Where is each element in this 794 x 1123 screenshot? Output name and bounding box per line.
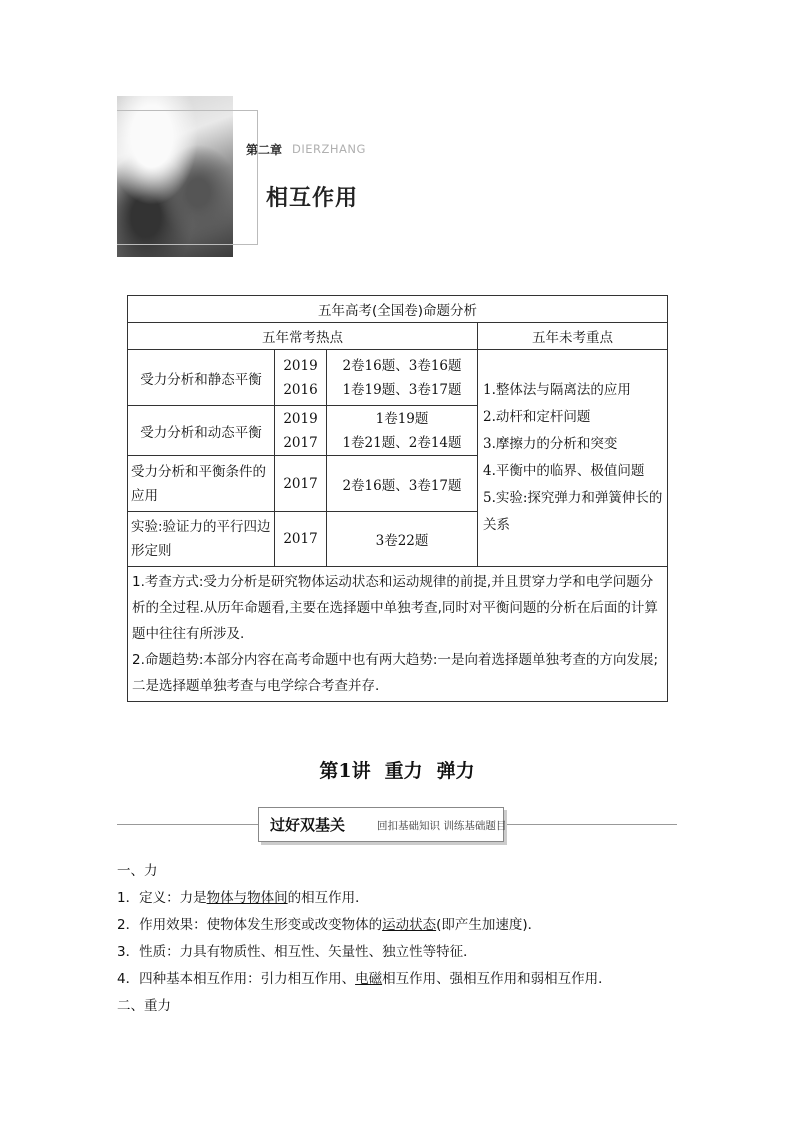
- analysis-notes: [128, 567, 668, 702]
- table-row-years: 2017: [275, 456, 327, 512]
- table-row-years: 2017: [275, 512, 327, 567]
- lecture-content: [117, 858, 677, 1020]
- list-item-interactions: 4．四种基本相互作用：引力相互作用、电磁相互作用、强相互作用和弱相互作用．: [117, 971, 612, 987]
- hot-topics-header: 五年常考热点: [128, 323, 478, 350]
- table-row-topic: 实验:验证力的平行四边形定则: [128, 512, 275, 567]
- untested-focus-header: 五年未考重点: [478, 323, 668, 350]
- table-row-topic: 受力分析和静态平衡: [128, 350, 275, 406]
- exam-analysis-table: [127, 295, 668, 702]
- table-row-years: 2019 2016: [275, 350, 327, 406]
- section-banner-title: 过好双基关: [270, 816, 346, 834]
- table-row-papers: 2卷16题、3卷16题 1卷19题、3卷17题: [327, 350, 478, 406]
- table-row-papers: 3卷22题: [327, 512, 478, 567]
- chapter-title: 相互作用: [266, 186, 359, 211]
- table-row-topic: 受力分析和平衡条件的应用: [128, 456, 275, 512]
- note-exam-method: 1.考查方式:受力分析是研究物体运动状态和运动规律的前提,并且贯穿力学和电学问题分析的全过程.从历年命题看,主要在选择题中单独考查,同时对平衡问题的分析在后面的计算题中往往有所涉及.: [132, 574, 658, 642]
- chapter-label: 第二章: [246, 143, 283, 157]
- section-banner-subtitle: 回扣基础知识 训练基础题目: [377, 820, 507, 832]
- untested-focus-list: 1.整体法与隔离法的应用 2.动杆和定杆问题 3.摩擦力的分析和突变 4.平衡中的临界、极值问题 5.实验:探究弹力和弹簧伸长的关系: [478, 350, 668, 567]
- chapter-pinyin: DIERZHANG: [292, 142, 366, 156]
- list-item-effect: 2．作用效果：使物体发生形变或改变物体的运动状态(即产生加速度)．: [117, 917, 542, 933]
- list-item-definition: 1．定义：力是物体与物体间的相互作用．: [117, 890, 369, 906]
- section-heading-force: 一、力: [117, 863, 158, 879]
- lecture-title: 第1讲 重力 弹力: [319, 760, 475, 782]
- note-trend: 2.命题趋势:本部分内容在高考命题中也有两大趋势:一是向着选择题单独考查的方向发展;二是选择题单独考查与电学综合考查并存.: [132, 652, 659, 694]
- chapter-frame: [117, 110, 258, 245]
- list-item-properties: 3．性质：力具有物质性、相互性、矢量性、独立性等特征．: [117, 944, 477, 960]
- table-row-papers: 1卷19题 1卷21题、2卷14题: [327, 406, 478, 456]
- table-row-years: 2019 2017: [275, 406, 327, 456]
- section-heading-gravity: 二、重力: [117, 998, 171, 1014]
- table-row-topic: 受力分析和动态平衡: [128, 406, 275, 456]
- table-row-papers: 2卷16题、3卷17题: [327, 456, 478, 512]
- table-caption: 五年高考(全国卷)命题分析: [128, 296, 668, 323]
